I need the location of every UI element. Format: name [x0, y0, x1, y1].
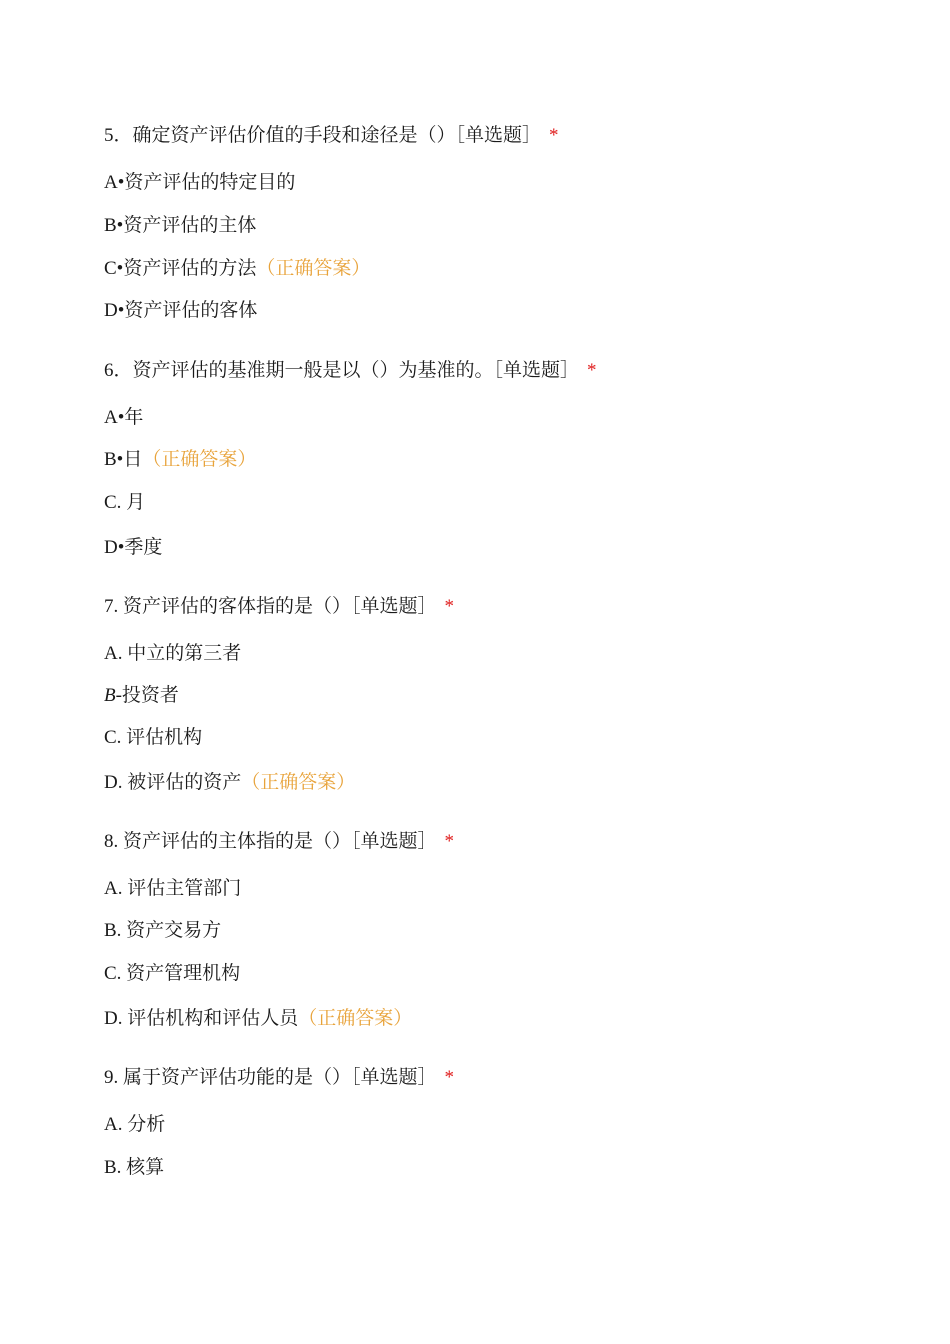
- question-9-title: [104, 1062, 454, 1089]
- question-text: 5．确定资产评估价值的手段和途径是（）［单选题］: [104, 125, 542, 146]
- required-mark: *: [549, 125, 559, 146]
- option-5-d[interactable]: D•资产评估的客体: [104, 300, 258, 321]
- option-7-b[interactable]: B-投资者: [104, 685, 179, 706]
- option-7-d[interactable]: D. 被评估的资产（正确答案）: [104, 772, 356, 793]
- option-8-a[interactable]: A. 评估主管部门: [104, 878, 242, 899]
- correct-answer-tag: （正确答案）: [298, 1008, 413, 1029]
- option-5-c[interactable]: C•资产评估的方法（正确答案）: [104, 258, 371, 279]
- required-mark: *: [444, 596, 455, 617]
- correct-answer-tag: （正确答案）: [142, 449, 257, 470]
- question-8-title: [104, 826, 454, 853]
- option-5-b[interactable]: B•资产评估的主体: [104, 215, 257, 236]
- question-text: 8. 资产评估的主体指的是（）［单选题］: [104, 831, 437, 852]
- question-text: 9. 属于资产评估功能的是（）［单选题］: [104, 1067, 437, 1088]
- required-mark: *: [587, 360, 597, 381]
- option-6-a[interactable]: A•年: [104, 407, 144, 428]
- correct-answer-tag: （正确答案）: [241, 772, 356, 793]
- question-6-title: [104, 355, 597, 382]
- option-7-a[interactable]: A. 中立的第三者: [104, 643, 242, 664]
- option-6-b[interactable]: B•日（正确答案）: [104, 449, 257, 470]
- option-6-d[interactable]: D•季度: [104, 537, 163, 558]
- option-9-b[interactable]: B. 核算: [104, 1157, 165, 1178]
- option-8-d[interactable]: D. 评估机构和评估人员（正确答案）: [104, 1008, 413, 1029]
- question-5-title: [104, 120, 559, 147]
- required-mark: *: [444, 1067, 455, 1088]
- option-8-b[interactable]: B. 资产交易方: [104, 920, 222, 941]
- option-8-c[interactable]: C. 资产管理机构: [104, 963, 241, 984]
- option-5-a[interactable]: A•资产评估的特定目的: [104, 172, 296, 193]
- option-7-c[interactable]: C. 评估机构: [104, 727, 203, 748]
- question-text: 7. 资产评估的客体指的是（）［单选题］: [104, 596, 437, 617]
- option-9-a[interactable]: A. 分析: [104, 1114, 166, 1135]
- required-mark: *: [444, 831, 455, 852]
- question-text: 6．资产评估的基准期一般是以（）为基准的。［单选题］: [104, 360, 580, 381]
- option-6-c[interactable]: C. 月: [104, 492, 146, 513]
- question-7-title: [104, 591, 454, 618]
- correct-answer-tag: （正确答案）: [256, 258, 371, 279]
